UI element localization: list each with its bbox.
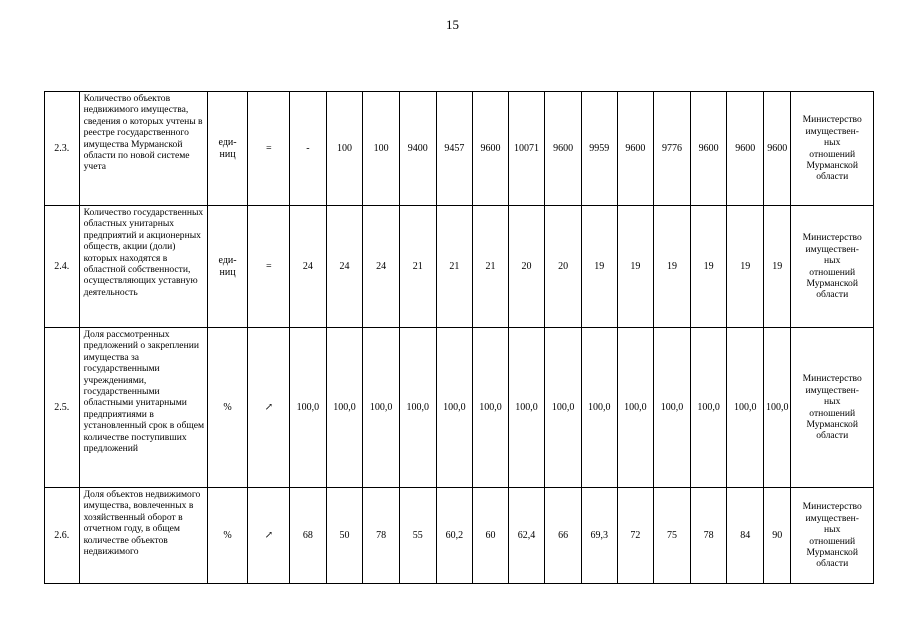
- value-cell: 19: [617, 206, 654, 328]
- value-cell: 100: [363, 92, 400, 206]
- value-cell: 24: [290, 206, 327, 328]
- value-cell: 19: [690, 206, 727, 328]
- row-index: 2.3.: [45, 92, 80, 206]
- value-cell: 9776: [654, 92, 691, 206]
- value-cell: 21: [399, 206, 436, 328]
- value-cell: 78: [363, 488, 400, 584]
- value-cell: 9457: [436, 92, 473, 206]
- value-cell: 100,0: [436, 328, 473, 488]
- row-description: Доля рассмотренных предложений о закреплении имущества за государственными учреждениями, государственными областными унитарными предприятиями в установленный срок в общем количестве поступивших предложений: [79, 328, 207, 488]
- row-unit: [207, 92, 248, 206]
- value-cell: 100: [326, 92, 363, 206]
- ministry-line: Министерство: [802, 114, 862, 126]
- ministry-line: отношений: [809, 535, 856, 547]
- value-cell: 19: [581, 206, 617, 328]
- table-row: [45, 488, 874, 584]
- value-cell: 84: [727, 488, 764, 584]
- value-cell: -: [290, 92, 327, 206]
- row-description: Количество объектов недвижимого имущества, сведения о которых учтены в реестре государственного имущества Мурманской области по новой системе учета: [79, 92, 207, 206]
- ministry-line: Министерство: [802, 373, 862, 385]
- page-number: 15: [446, 17, 459, 32]
- ministry-line: Мурманской: [806, 418, 858, 430]
- unit-line: еди-: [218, 137, 237, 149]
- ministry-line: ных: [824, 524, 841, 536]
- row-mark: ↗: [248, 488, 290, 584]
- row-description: Доля объектов недвижимого имущества, вовлеченных в хозяйственный оборот в отчетном году, в общем количестве объектов недвижимого: [79, 488, 207, 584]
- ministry-line: ных: [824, 137, 841, 149]
- unit-line: %: [223, 401, 232, 413]
- value-cell: 19: [654, 206, 691, 328]
- unit-line: %: [223, 529, 232, 541]
- value-cell: 78: [690, 488, 727, 584]
- ministry-line: отношений: [809, 148, 856, 160]
- value-cell: 100,0: [690, 328, 727, 488]
- row-description: Количество государственных областных унитарных предприятий и акционерных обществ, акции (доли) которых находятся в областной собственности, осуществляющих уставную деятельность: [79, 206, 207, 328]
- row-mark: =: [248, 92, 290, 206]
- row-unit: [207, 206, 248, 328]
- unit-line: еди-: [218, 255, 237, 267]
- value-cell: 100,0: [290, 328, 327, 488]
- ministry-line: имуществен-: [805, 384, 859, 396]
- value-cell: 60,2: [436, 488, 473, 584]
- row-ministry: [791, 92, 874, 206]
- row-index: 2.4.: [45, 206, 80, 328]
- value-cell: 100,0: [764, 328, 791, 488]
- row-ministry: [791, 206, 874, 328]
- table-row: [45, 92, 874, 206]
- row-index: 2.5.: [45, 328, 80, 488]
- value-cell: 50: [326, 488, 363, 584]
- value-cell: 9959: [581, 92, 617, 206]
- ministry-line: имуществен-: [805, 125, 859, 137]
- value-cell: 100,0: [654, 328, 691, 488]
- ministry-line: отношений: [809, 266, 856, 278]
- ministry-line: Мурманской: [806, 159, 858, 171]
- value-cell: 100,0: [363, 328, 400, 488]
- value-cell: 69,3: [581, 488, 617, 584]
- ministry-line: Мурманской: [806, 546, 858, 558]
- value-cell: 9600: [617, 92, 654, 206]
- table-row: [45, 206, 874, 328]
- ministry-line: области: [816, 289, 849, 301]
- value-cell: 20: [508, 206, 545, 328]
- value-cell: 100,0: [399, 328, 436, 488]
- row-unit: [207, 488, 248, 584]
- value-cell: 19: [727, 206, 764, 328]
- row-ministry: [791, 328, 874, 488]
- value-cell: 24: [363, 206, 400, 328]
- value-cell: 19: [764, 206, 791, 328]
- indicators-table: [44, 91, 874, 584]
- value-cell: 100,0: [545, 328, 582, 488]
- value-cell: 100,0: [617, 328, 654, 488]
- ministry-line: области: [816, 171, 849, 183]
- value-cell: 72: [617, 488, 654, 584]
- value-cell: 9600: [690, 92, 727, 206]
- ministry-line: области: [816, 558, 849, 570]
- value-cell: 9400: [399, 92, 436, 206]
- value-cell: 100,0: [581, 328, 617, 488]
- unit-line: ниц: [219, 266, 236, 278]
- table-row: [45, 328, 874, 488]
- value-cell: 9600: [764, 92, 791, 206]
- ministry-line: ных: [824, 396, 841, 408]
- value-cell: 75: [654, 488, 691, 584]
- value-cell: 24: [326, 206, 363, 328]
- ministry-line: области: [816, 430, 849, 442]
- ministry-line: Министерство: [802, 232, 862, 244]
- ministry-line: ных: [824, 255, 841, 267]
- unit-line: ниц: [219, 148, 236, 160]
- value-cell: 62,4: [508, 488, 545, 584]
- value-cell: 100,0: [727, 328, 764, 488]
- value-cell: 100,0: [473, 328, 509, 488]
- value-cell: 100,0: [508, 328, 545, 488]
- row-index: 2.6.: [45, 488, 80, 584]
- value-cell: 90: [764, 488, 791, 584]
- value-cell: 21: [436, 206, 473, 328]
- value-cell: 60: [473, 488, 509, 584]
- ministry-line: имуществен-: [805, 512, 859, 524]
- ministry-line: Мурманской: [806, 277, 858, 289]
- value-cell: 10071: [508, 92, 545, 206]
- row-unit: [207, 328, 248, 488]
- value-cell: 100,0: [326, 328, 363, 488]
- value-cell: 55: [399, 488, 436, 584]
- value-cell: 9600: [545, 92, 582, 206]
- row-mark: =: [248, 206, 290, 328]
- ministry-line: имуществен-: [805, 243, 859, 255]
- ministry-line: отношений: [809, 407, 856, 419]
- value-cell: 9600: [727, 92, 764, 206]
- value-cell: 68: [290, 488, 327, 584]
- ministry-line: Министерство: [802, 501, 862, 513]
- value-cell: 21: [473, 206, 509, 328]
- value-cell: 9600: [473, 92, 509, 206]
- value-cell: 20: [545, 206, 582, 328]
- value-cell: 66: [545, 488, 582, 584]
- row-mark: ↗: [248, 328, 290, 488]
- row-ministry: [791, 488, 874, 584]
